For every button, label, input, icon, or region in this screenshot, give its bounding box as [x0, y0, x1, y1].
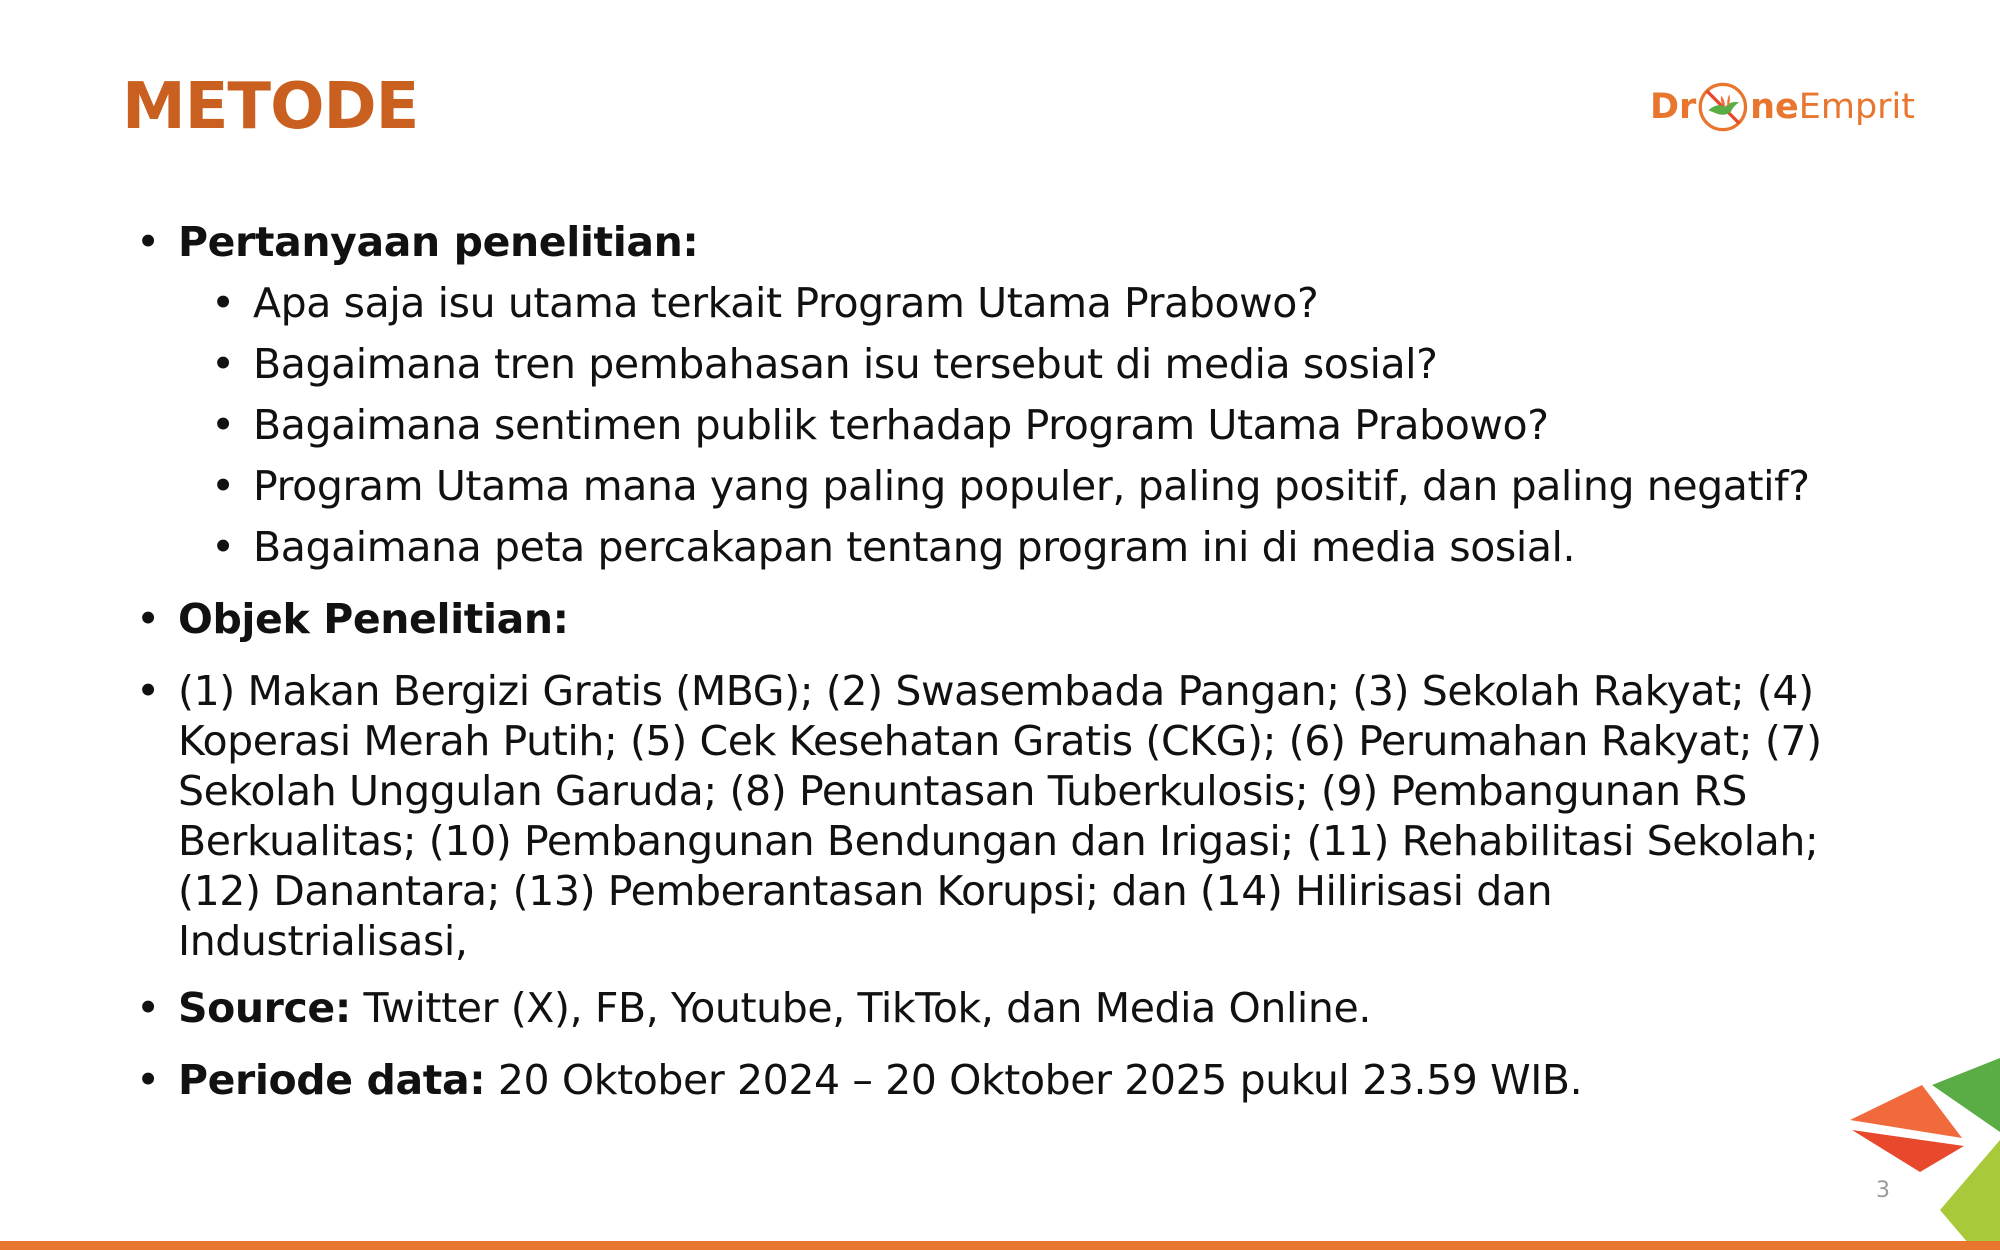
object-line: (1) Makan Bergizi Gratis (MBG); (2) Swasembada Pangan; (3) Sekolah Rakyat; (4) — [178, 667, 1814, 715]
deco-red-shape — [1852, 1130, 1964, 1172]
page-number: 3 — [1876, 1178, 1890, 1203]
bullet-icon: • — [211, 523, 235, 571]
question-item — [211, 400, 1549, 450]
source-value: Twitter (X), FB, Youtube, TikTok, dan Media Online. — [350, 984, 1371, 1032]
period-value: 20 Oktober 2024 – 20 Oktober 2025 pukul 23.59 WIB. — [485, 1056, 1583, 1104]
logo-text-ne: ne — [1750, 87, 1799, 127]
question-text: Bagaimana tren pembahasan isu tersebut di media sosial? — [253, 340, 1438, 388]
bullet-icon: • — [136, 595, 160, 643]
bullet-icon: • — [136, 667, 160, 715]
object-line: Industrialisasi, — [178, 917, 468, 965]
bullet-icon: • — [136, 984, 160, 1032]
logo-text-dr: Dr — [1650, 87, 1697, 127]
object-list — [136, 666, 1822, 966]
question-item — [211, 522, 1576, 572]
bullet-icon: • — [136, 218, 160, 266]
question-text: Bagaimana peta percakapan tentang program ini di media sosial. — [253, 523, 1576, 571]
source-label: Source: — [178, 984, 351, 1032]
bullet-icon: • — [136, 1056, 160, 1104]
question-text: Apa saja isu utama terkait Program Utama Prabowo? — [253, 279, 1319, 327]
questions-item — [136, 217, 699, 267]
corner-decoration-graphic — [1840, 1050, 2000, 1250]
question-text: Program Utama mana yang paling populer, paling positif, dan paling negatif? — [253, 462, 1810, 510]
slide-title: METODE — [122, 70, 419, 144]
question-item — [211, 339, 1438, 389]
object-line: (12) Danantara; (13) Pemberantasan Korupsi; dan (14) Hilirisasi dan — [178, 867, 1553, 915]
deco-lime-shape — [1940, 1140, 2000, 1250]
questions-label: Pertanyaan penelitian: — [178, 218, 699, 266]
bullet-icon: • — [211, 462, 235, 510]
bullet-icon: • — [211, 340, 235, 388]
logo-text-emprit: Emprit — [1798, 87, 1915, 127]
object-line: Koperasi Merah Putih; (5) Cek Kesehatan Gratis (CKG); (6) Perumahan Rakyat; (7) — [178, 717, 1822, 765]
source-item — [136, 983, 1371, 1033]
object-item — [136, 594, 569, 644]
object-line: Berkualitas; (10) Pembangunan Bendungan dan Irigasi; (11) Rehabilitasi Sekolah; — [178, 817, 1819, 865]
question-item — [211, 278, 1319, 328]
period-label: Periode data: — [178, 1056, 486, 1104]
object-line: Sekolah Unggulan Garuda; (8) Penuntasan Tuberkulosis; (9) Pembangunan RS — [178, 767, 1748, 815]
period-item — [136, 1055, 1583, 1105]
bottom-accent-bar — [0, 1241, 2000, 1250]
object-label: Objek Penelitian: — [178, 595, 569, 643]
question-item — [211, 461, 1810, 511]
question-text: Bagaimana sentimen publik terhadap Program Utama Prabowo? — [253, 401, 1549, 449]
bullet-icon: • — [211, 279, 235, 327]
bullet-icon: • — [211, 401, 235, 449]
